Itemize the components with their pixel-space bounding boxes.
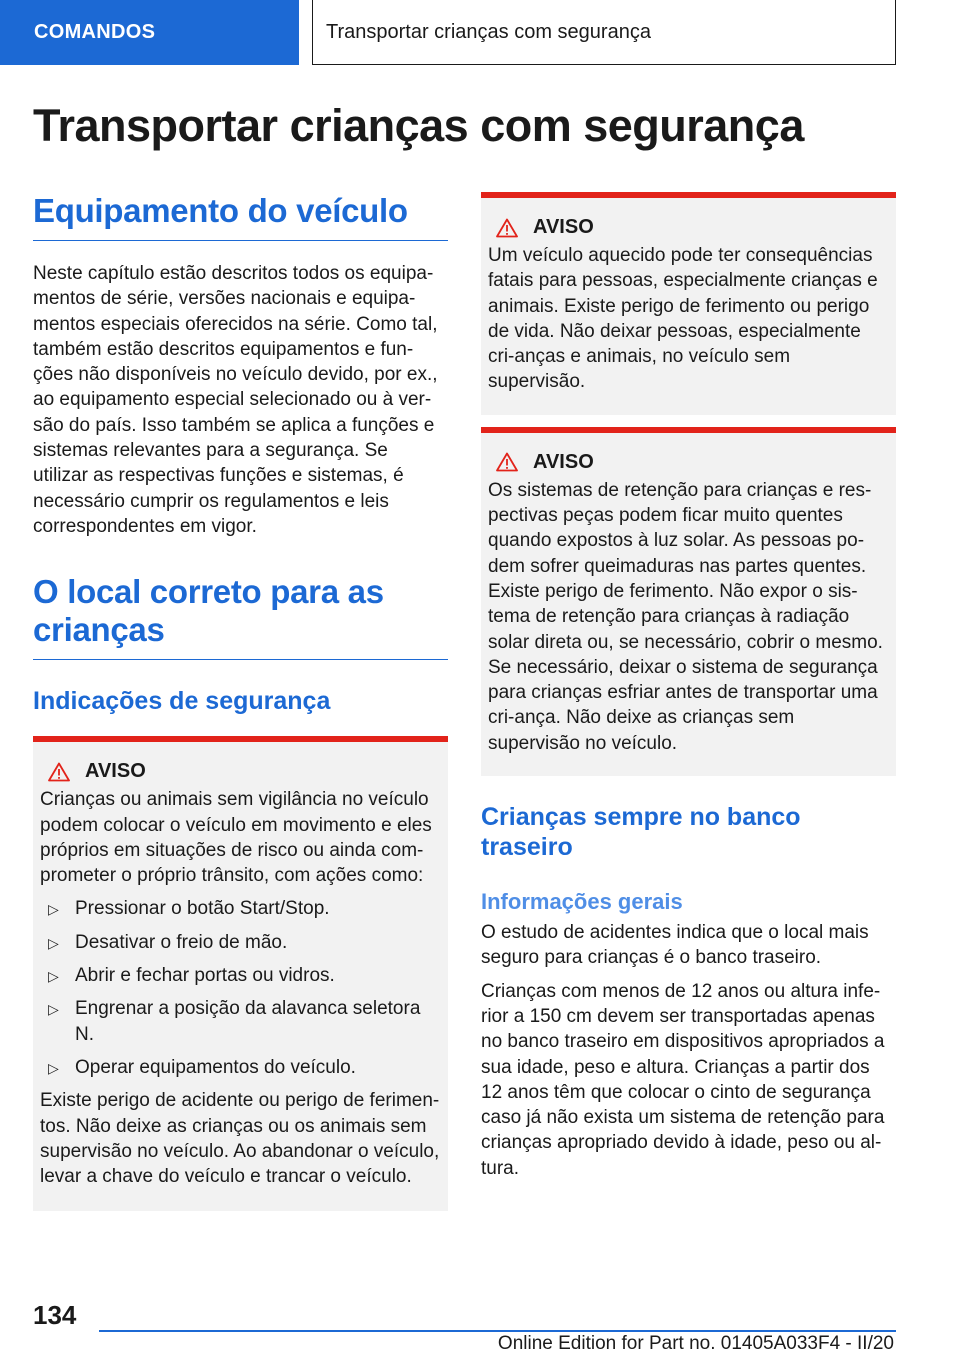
list-item: ▷ Pressionar o botão Start/Stop. — [40, 896, 441, 921]
list-item: ▷ Desativar o freio de mão. — [40, 930, 441, 955]
section-tab: COMANDOS — [0, 0, 299, 65]
warning-box-unattended — [33, 736, 448, 1211]
warning-text: Um veículo aquecido pode ter consequências fatais para pessoas, especialmente crianças e animais. Existe perigo de ferimento ou perigo de vida. Não deixar pessoas, especialmente cri-anças e animais, no veículo sem supervisão. — [488, 245, 878, 393]
warning-header — [496, 451, 889, 474]
warning-box-heat — [481, 192, 896, 415]
right-column — [481, 192, 896, 1181]
left-column — [33, 192, 448, 1211]
page-number: 134 — [33, 1300, 77, 1330]
list-item: ▷ Operar equipamentos do veículo. — [40, 1055, 441, 1080]
edition-note: Online Edition for Part no. 01405A033F4 - II/20 — [497, 1333, 894, 1354]
warning-triangle-icon — [496, 218, 518, 238]
heading-general-info: Informações gerais — [481, 889, 683, 915]
chapter-header: Transportar crianças com segurança — [312, 0, 896, 65]
bullet-triangle-icon: ▷ — [48, 968, 59, 985]
bullet-triangle-icon: ▷ — [48, 934, 59, 951]
warning-header — [48, 760, 441, 783]
warning-box-sunlight — [481, 427, 896, 776]
warning-label: AVISO — [533, 450, 594, 473]
page-title: Transportar crianças com segurança — [33, 100, 804, 151]
list-item: ▷ Engrenar a posição da alavanca seletora N. — [48, 998, 421, 1045]
heading-rear-seat: Crianças sempre no banco traseiro — [481, 803, 801, 862]
bullet-triangle-icon: ▷ — [48, 901, 59, 918]
warning-triangle-icon — [496, 452, 518, 472]
paragraph-general-2: Crianças com menos de 12 anos ou altura infe-rior a 150 cm devem ser transportadas apenas no banco traseiro em dispositivos apropriados a sua idade, peso e altura. Crianças a partir dos 12 anos têm que colocar o cinto de segurança caso já não exista um sistema de retenção para crianças apropriado devido à idade, peso ou al-tura. — [481, 980, 885, 1179]
paragraph-equipment: Neste capítulo estão descritos todos os equipa-mentos de série, versões nacionais e equipa-mentos especiais oferecidos na série. Como tal, também estão descritos equipamentos e fun-ções não disponíveis no veículo devido, por ex., ao equipamento especial selecionado ou à ver-são do país. Isso também se aplica a funções e sistemas relevantes para a segurança. Se utilizar as respectivas funções e sistemas, é necessário cumprir os regulamentos e leis correspondentes em vigor. — [33, 263, 438, 537]
bullet-triangle-icon: ▷ — [48, 1001, 59, 1018]
warning-intro: Crianças ou animais sem vigilância no veículo podem colocar o veículo em movimento e eles próprios em situações de risco ou ainda com-prometer o próprio trânsito, com ações como: — [40, 789, 432, 887]
paragraph-general-1: O estudo de acidentes indica que o local mais seguro para crianças é o banco traseiro. — [481, 922, 869, 969]
warning-triangle-icon — [48, 762, 70, 782]
list-item: ▷ Abrir e fechar portas ou vidros. — [40, 963, 441, 988]
warning-label: AVISO — [533, 216, 594, 238]
warning-text: Os sistemas de retenção para crianças e res-pectivas peças podem ficar muito quentes quando expostos à luz solar. As pessoas po-dem sofrer queimaduras nas partes quentes. Existe perigo de ferimento. Não expor o sis-tema de retenção para crianças à radiação solar direta ou, se necessário, cobrir o mesmo. Se necessário, deixar o sistema de segurança para crianças esfriar antes de transportar uma cri-ança. Não deixe as crianças sem supervisão no veículo. — [488, 479, 883, 754]
bullet-triangle-icon: ▷ — [48, 1059, 59, 1076]
heading-location: O local correto para as crianças — [33, 573, 448, 660]
heading-safety: Indicações de segurança — [33, 687, 331, 716]
heading-equipment: Equipamento do veículo — [33, 192, 448, 241]
warning-list — [40, 896, 441, 1080]
warning-label: AVISO — [85, 760, 146, 783]
warning-header — [496, 216, 889, 239]
warning-outro: Existe perigo de acidente ou perigo de ferimen-tos. Não deixe as crianças ou os animais sem supervisão no veículo. Ao abandonar o veículo, levar a chave do veículo e trancar o veículo. — [40, 1090, 440, 1188]
footer-divider — [99, 1330, 896, 1332]
